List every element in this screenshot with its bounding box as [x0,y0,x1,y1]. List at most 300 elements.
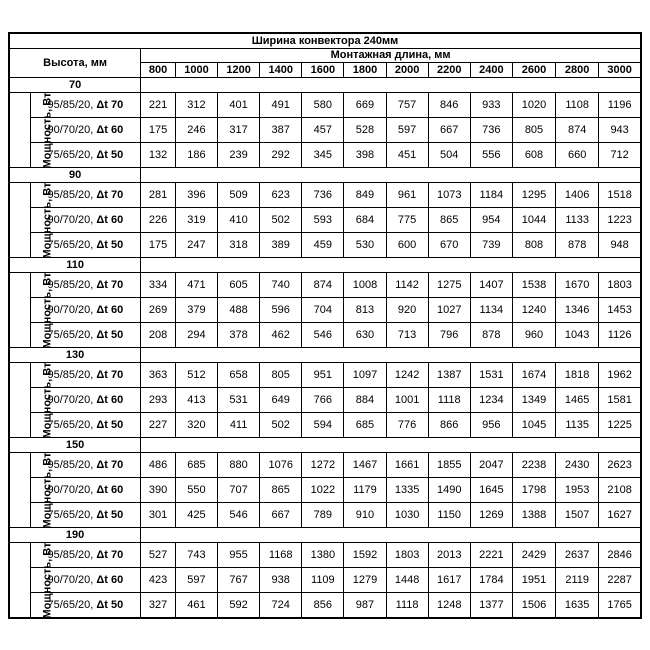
power-value-cell: 247 [175,233,217,258]
power-value-cell: 2846 [599,543,641,568]
height-group-spacer [141,258,641,273]
temperature-regime-text: 95/85/20, [47,98,97,111]
length-header-1400: 1400 [260,63,302,78]
power-value-cell: 874 [302,273,344,298]
power-value-cell: 600 [386,233,428,258]
power-value-cell: 1798 [512,478,555,503]
power-value-cell: 401 [218,93,260,118]
power-value-cell: 318 [218,233,260,258]
power-value-cell: 1661 [386,453,428,478]
power-value-cell: 1349 [512,388,555,413]
height-group-spacer [141,438,641,453]
height-group-header-row [9,348,641,363]
power-value-cell: 379 [175,298,217,323]
power-value-cell: 1030 [386,503,428,528]
table-row [9,323,641,348]
power-value-cell: 987 [344,593,386,619]
power-value-cell: 387 [260,118,302,143]
table-row [9,273,641,298]
table-row [9,453,641,478]
power-axis-label: Мощность, Вт [41,452,54,528]
power-value-cell: 410 [218,208,260,233]
power-value-cell: 1020 [512,93,555,118]
power-value-cell: 239 [218,143,260,168]
power-value-cell: 319 [175,208,217,233]
power-value-cell: 597 [386,118,428,143]
power-value-cell: 866 [428,413,470,438]
power-value-cell: 1531 [470,363,512,388]
temperature-regime-text: 75/65/20, [47,598,97,611]
power-value-cell: 509 [218,183,260,208]
delta-t-label: Δt 60 [96,123,124,136]
power-value-cell: 556 [470,143,512,168]
power-value-cell: 1001 [386,388,428,413]
table-row [9,143,641,168]
power-value-cell: 1765 [599,593,641,619]
delta-t-label: Δt 70 [96,188,124,201]
length-header-800: 800 [141,63,176,78]
power-value-cell: 1627 [599,503,641,528]
power-value-cell: 2013 [428,543,470,568]
height-group-header-row [9,168,641,183]
delta-t-label: Δt 70 [96,368,124,381]
power-axis-label: Мощность, Вт [41,92,54,168]
power-value-cell: 1027 [428,298,470,323]
power-value-cell: 531 [218,388,260,413]
power-value-cell: 1240 [512,298,555,323]
power-value-cell: 1184 [470,183,512,208]
power-value-cell: 1467 [344,453,386,478]
power-value-cell: 175 [141,233,176,258]
power-value-cell: 327 [141,593,176,619]
power-value-cell: 1407 [470,273,512,298]
height-group-header-row [9,438,641,453]
power-value-cell: 1097 [344,363,386,388]
temperature-regime-text: 90/70/20, [47,393,97,406]
power-value-cell: 1377 [470,593,512,619]
power-value-cell: 856 [302,593,344,619]
temperature-regime-text: 90/70/20, [47,123,97,136]
temperature-regime-text: 95/85/20, [47,278,97,291]
power-value-cell: 649 [260,388,302,413]
power-value-cell: 951 [302,363,344,388]
power-value-cell: 1465 [556,388,599,413]
power-value-cell: 1670 [556,273,599,298]
power-value-cell: 878 [470,323,512,348]
power-value-cell: 743 [175,543,217,568]
power-value-cell: 736 [470,118,512,143]
power-axis-label-cell [9,542,54,619]
power-axis-label: Мощность, Вт [41,272,54,348]
temperature-regime-text: 90/70/20, [47,303,97,316]
convector-spec-table-container [8,32,642,619]
power-value-cell: 1581 [599,388,641,413]
delta-t-label: Δt 60 [96,303,124,316]
power-value-cell: 546 [218,503,260,528]
table-title: Ширина конвектора 240мм [9,33,641,49]
power-value-cell: 846 [428,93,470,118]
power-value-cell: 1008 [344,273,386,298]
power-value-cell: 880 [218,453,260,478]
power-value-cell: 767 [218,568,260,593]
power-value-cell: 670 [428,233,470,258]
power-value-cell: 776 [386,413,428,438]
power-value-cell: 1506 [512,593,555,619]
power-value-cell: 390 [141,478,176,503]
power-value-cell: 292 [260,143,302,168]
power-value-cell: 2429 [512,543,555,568]
power-value-cell: 527 [141,543,176,568]
power-value-cell: 1295 [512,183,555,208]
power-value-cell: 685 [344,413,386,438]
delta-t-label: Δt 50 [96,508,124,521]
delta-t-label: Δt 60 [96,573,124,586]
power-value-cell: 1045 [512,413,555,438]
power-value-cell: 1043 [556,323,599,348]
power-value-cell: 1617 [428,568,470,593]
power-value-cell: 1135 [556,413,599,438]
power-value-cell: 740 [260,273,302,298]
power-value-cell: 1225 [599,413,641,438]
delta-t-label: Δt 50 [96,598,124,611]
power-value-cell: 594 [302,413,344,438]
power-value-cell: 459 [302,233,344,258]
power-value-cell: 550 [175,478,217,503]
temperature-regime-text: 75/65/20, [47,418,97,431]
power-value-cell: 938 [260,568,302,593]
power-value-cell: 667 [428,118,470,143]
power-value-cell: 301 [141,503,176,528]
power-axis-label-cell [9,272,54,348]
power-axis-label-cell [9,452,54,528]
power-value-cell: 462 [260,323,302,348]
power-value-cell: 707 [218,478,260,503]
power-value-cell: 1448 [386,568,428,593]
power-value-cell: 398 [344,143,386,168]
length-header-2400: 2400 [470,63,512,78]
height-group-spacer [141,528,641,543]
length-header-2600: 2600 [512,63,555,78]
power-value-cell: 502 [260,413,302,438]
power-value-cell: 1855 [428,453,470,478]
length-header-1200: 1200 [218,63,260,78]
height-group-spacer [141,168,641,183]
power-value-cell: 1142 [386,273,428,298]
power-value-cell: 712 [599,143,641,168]
table-row [9,233,641,258]
temperature-regime-text: 95/85/20, [47,188,97,201]
power-value-cell: 389 [260,233,302,258]
power-value-cell: 1073 [428,183,470,208]
height-group-label: 90 [9,168,141,183]
power-value-cell: 1275 [428,273,470,298]
power-value-cell: 528 [344,118,386,143]
table-row [9,413,641,438]
power-value-cell: 1507 [556,503,599,528]
power-value-cell: 605 [218,273,260,298]
power-value-cell: 805 [260,363,302,388]
height-column-header: Высота, мм [9,49,141,78]
power-value-cell: 961 [386,183,428,208]
power-value-cell: 630 [344,323,386,348]
height-group-label: 150 [9,438,141,453]
height-group-label: 70 [9,78,141,93]
convector-power-table [8,32,642,619]
power-value-cell: 413 [175,388,217,413]
table-row [9,93,641,118]
power-value-cell: 246 [175,118,217,143]
temperature-regime-text: 90/70/20, [47,573,97,586]
power-value-cell: 1234 [470,388,512,413]
power-value-cell: 724 [260,593,302,619]
power-axis-label-cell [9,182,54,258]
power-value-cell: 1803 [599,273,641,298]
power-value-cell: 221 [141,93,176,118]
power-value-cell: 713 [386,323,428,348]
power-value-cell: 1118 [386,593,428,619]
power-value-cell: 623 [260,183,302,208]
power-value-cell: 1538 [512,273,555,298]
power-value-cell: 451 [386,143,428,168]
power-value-cell: 849 [344,183,386,208]
power-value-cell: 1269 [470,503,512,528]
power-value-cell: 775 [386,208,428,233]
delta-t-label: Δt 70 [96,548,124,561]
table-row [9,478,641,503]
power-value-cell: 491 [260,93,302,118]
height-group-header-row [9,258,641,273]
temperature-regime-text: 95/85/20, [47,548,97,561]
length-header-3000: 3000 [599,63,641,78]
temperature-regime-text: 75/65/20, [47,238,97,251]
power-value-cell: 808 [512,233,555,258]
power-value-cell: 423 [141,568,176,593]
delta-t-label: Δt 60 [96,393,124,406]
power-value-cell: 1803 [386,543,428,568]
power-value-cell: 878 [556,233,599,258]
power-value-cell: 269 [141,298,176,323]
power-value-cell: 597 [175,568,217,593]
length-header-2800: 2800 [556,63,599,78]
power-value-cell: 933 [470,93,512,118]
power-value-cell: 1592 [344,543,386,568]
power-axis-label: Мощность, Вт [41,362,54,438]
power-value-cell: 345 [302,143,344,168]
power-value-cell: 1387 [428,363,470,388]
power-value-cell: 658 [218,363,260,388]
table-row [9,298,641,323]
power-value-cell: 736 [302,183,344,208]
power-value-cell: 592 [218,593,260,619]
power-value-cell: 1645 [470,478,512,503]
power-axis-label: Мощность, Вт [41,542,54,618]
power-value-cell: 471 [175,273,217,298]
power-value-cell: 1044 [512,208,555,233]
power-value-cell: 1272 [302,453,344,478]
power-value-cell: 2221 [470,543,512,568]
power-value-cell: 320 [175,413,217,438]
power-value-cell: 317 [218,118,260,143]
height-group-header-row [9,78,641,93]
delta-t-label: Δt 60 [96,213,124,226]
power-value-cell: 960 [512,323,555,348]
power-value-cell: 1346 [556,298,599,323]
delta-t-label: Δt 70 [96,458,124,471]
power-value-cell: 805 [512,118,555,143]
table-row [9,543,641,568]
power-value-cell: 457 [302,118,344,143]
table-row [9,593,641,619]
length-header-1800: 1800 [344,63,386,78]
power-value-cell: 378 [218,323,260,348]
power-value-cell: 789 [302,503,344,528]
power-value-cell: 2637 [556,543,599,568]
power-value-cell: 865 [428,208,470,233]
power-value-cell: 593 [302,208,344,233]
power-value-cell: 2287 [599,568,641,593]
temperature-regime-text: 95/85/20, [47,368,97,381]
power-value-cell: 1242 [386,363,428,388]
delta-t-label: Δt 50 [96,418,124,431]
height-group-spacer [141,78,641,93]
power-value-cell: 512 [175,363,217,388]
delta-t-label: Δt 70 [96,98,124,111]
power-value-cell: 293 [141,388,176,413]
power-value-cell: 1223 [599,208,641,233]
temperature-regime-text: 90/70/20, [47,213,97,226]
power-value-cell: 2238 [512,453,555,478]
power-value-cell: 954 [470,208,512,233]
power-value-cell: 2108 [599,478,641,503]
power-value-cell: 684 [344,208,386,233]
power-value-cell: 1953 [556,478,599,503]
power-value-cell: 1126 [599,323,641,348]
length-header-1600: 1600 [302,63,344,78]
delta-t-label: Δt 50 [96,238,124,251]
power-value-cell: 363 [141,363,176,388]
length-header-1000: 1000 [175,63,217,78]
power-value-cell: 1108 [556,93,599,118]
power-value-cell: 1818 [556,363,599,388]
power-value-cell: 874 [556,118,599,143]
power-value-cell: 796 [428,323,470,348]
power-value-cell: 175 [141,118,176,143]
delta-t-label: Δt 60 [96,483,124,496]
power-value-cell: 943 [599,118,641,143]
power-value-cell: 739 [470,233,512,258]
power-value-cell: 920 [386,298,428,323]
power-value-cell: 1962 [599,363,641,388]
height-group-label: 130 [9,348,141,363]
table-row [9,503,641,528]
power-value-cell: 461 [175,593,217,619]
power-value-cell: 227 [141,413,176,438]
power-value-cell: 1248 [428,593,470,619]
power-value-cell: 186 [175,143,217,168]
power-value-cell: 667 [260,503,302,528]
table-row [9,118,641,143]
table-row [9,388,641,413]
power-value-cell: 1134 [470,298,512,323]
power-value-cell: 1118 [428,388,470,413]
power-value-cell: 1380 [302,543,344,568]
power-value-cell: 660 [556,143,599,168]
height-group-header-row [9,528,641,543]
power-value-cell: 1406 [556,183,599,208]
power-value-cell: 1784 [470,568,512,593]
temperature-regime-text: 75/65/20, [47,328,97,341]
power-value-cell: 1635 [556,593,599,619]
power-value-cell: 1335 [386,478,428,503]
temperature-regime-text: 75/65/20, [47,508,97,521]
length-header-2200: 2200 [428,63,470,78]
power-value-cell: 312 [175,93,217,118]
table-row [9,363,641,388]
power-value-cell: 766 [302,388,344,413]
height-group-spacer [141,348,641,363]
power-value-cell: 294 [175,323,217,348]
temperature-regime-text: 90/70/20, [47,483,97,496]
power-value-cell: 1279 [344,568,386,593]
power-value-cell: 1951 [512,568,555,593]
power-value-cell: 1150 [428,503,470,528]
power-value-cell: 1388 [512,503,555,528]
height-group-label: 190 [9,528,141,543]
mounting-length-header: Монтажная длина, мм [141,49,641,63]
power-value-cell: 685 [175,453,217,478]
temperature-regime-text: 75/65/20, [47,148,97,161]
height-group-label: 110 [9,258,141,273]
power-value-cell: 1109 [302,568,344,593]
power-value-cell: 608 [512,143,555,168]
power-value-cell: 1518 [599,183,641,208]
power-value-cell: 486 [141,453,176,478]
power-value-cell: 757 [386,93,428,118]
power-axis-label: Мощность, Вт [41,182,54,258]
power-value-cell: 334 [141,273,176,298]
power-value-cell: 1674 [512,363,555,388]
power-value-cell: 504 [428,143,470,168]
power-axis-label-cell [9,92,54,168]
power-value-cell: 1179 [344,478,386,503]
power-value-cell: 530 [344,233,386,258]
power-value-cell: 1453 [599,298,641,323]
temperature-regime-text: 95/85/20, [47,458,97,471]
power-value-cell: 488 [218,298,260,323]
power-value-cell: 884 [344,388,386,413]
power-value-cell: 580 [302,93,344,118]
power-value-cell: 1133 [556,208,599,233]
power-value-cell: 226 [141,208,176,233]
power-value-cell: 425 [175,503,217,528]
delta-t-label: Δt 50 [96,328,124,341]
power-value-cell: 2623 [599,453,641,478]
table-row [9,208,641,233]
power-value-cell: 208 [141,323,176,348]
power-value-cell: 955 [218,543,260,568]
power-value-cell: 2119 [556,568,599,593]
power-value-cell: 1196 [599,93,641,118]
power-axis-label-cell [9,362,54,438]
power-value-cell: 1168 [260,543,302,568]
power-value-cell: 596 [260,298,302,323]
power-value-cell: 546 [302,323,344,348]
power-value-cell: 502 [260,208,302,233]
power-value-cell: 813 [344,298,386,323]
power-value-cell: 910 [344,503,386,528]
delta-t-label: Δt 50 [96,148,124,161]
power-value-cell: 1490 [428,478,470,503]
